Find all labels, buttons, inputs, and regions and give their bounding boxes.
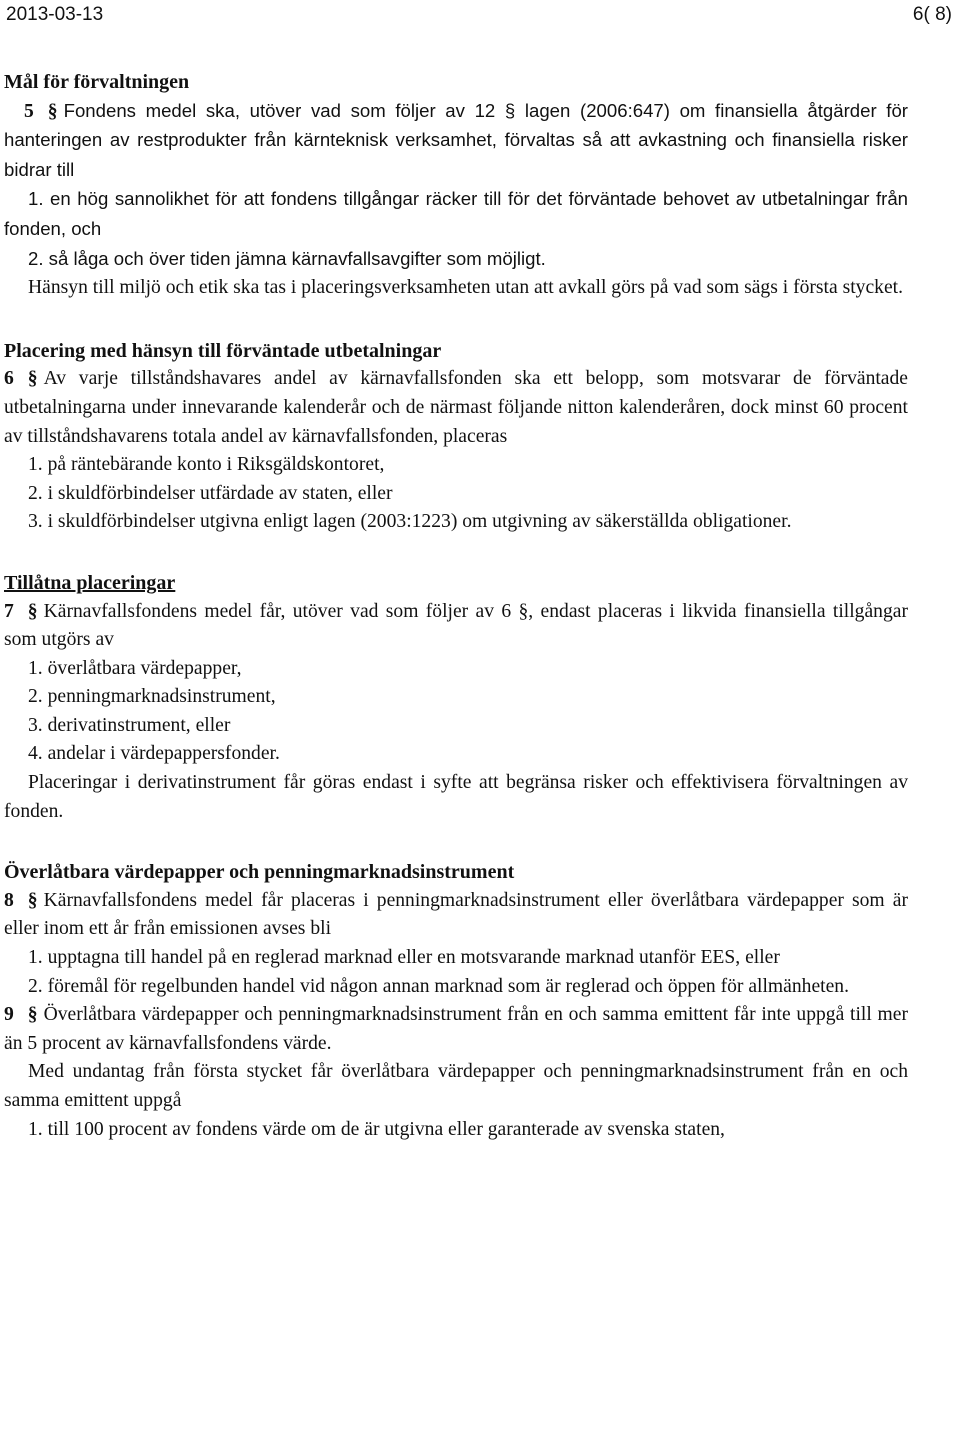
paragraph-extra: Placeringar i derivatinstrument får göras endast i syfte att begränsa risker och effektivisera förvaltningen av fonden. xyxy=(4,772,908,822)
paragraph-number: 6 xyxy=(4,368,14,390)
header-date: 2013-03-13 xyxy=(6,4,104,25)
paragraph-sign: § xyxy=(27,889,38,911)
section-allowed-investments xyxy=(4,569,908,826)
document-body xyxy=(4,68,908,1144)
list-item: 1. upptagna till handel på en reglerad marknad eller en motsvarande marknad utanför EES, eller xyxy=(28,947,780,969)
list-item: 3. derivatinstrument, eller xyxy=(28,714,231,736)
list-item: 3. i skuldförbindelser utgivna enligt lagen (2003:1223) om utgivning av säkerställda obligationer. xyxy=(28,511,792,533)
section-heading: Placering med hänsyn till förväntade utbetalningar xyxy=(4,339,442,362)
paragraph-extra: Hänsyn till miljö och etik ska tas i placeringsverksamheten utan att avkall görs på vad som sägs i första stycket. xyxy=(28,277,903,299)
paragraph-number: 7 xyxy=(4,600,14,622)
paragraph-8 xyxy=(4,887,908,944)
list-item: 2. föremål för regelbunden handel vid någon annan marknad som är reglerad och öppen för allmänheten. xyxy=(28,975,849,997)
paragraph-text: Fondens medel ska, utöver vad som följer av 12 § lagen (2006:647) om finansiella åtgärder för hanteringen av restprodukter från kärnteknisk verksamhet, förvaltas så att avkastning och finansiella risker bidrar till xyxy=(4,99,908,180)
paragraph-9 xyxy=(4,1001,908,1058)
paragraph-extra: Med undantag från första stycket får överlåtbara värdepapper och penningmarknadsinstrument från en och samma emittent uppgå xyxy=(4,1061,908,1111)
paragraph-sign: § xyxy=(27,600,38,622)
list-item: 1. till 100 procent av fondens värde om de är utgivna eller garanterade av svenska staten, xyxy=(28,1118,725,1140)
list-item: 4. andelar i värdepappersfonder. xyxy=(28,743,280,765)
paragraph-5 xyxy=(4,97,908,186)
paragraph-text: Överlåtbara värdepapper och penningmarknadsinstrument från en och samma emittent får inte uppgå till mer än 5 procent av kärnavfallsfondens värde. xyxy=(4,1004,908,1054)
section-heading: Mål för förvaltningen xyxy=(4,71,190,93)
paragraph-text: Kärnavfallsfondens medel får placeras i penningmarknadsinstrument eller överlåtbara värdepapper som är eller inom ett år från emissionen avses bli xyxy=(4,889,908,940)
list-item: 1. på räntebärande konto i Riksgäldskontoret, xyxy=(28,454,385,476)
header-page-number: 6( 8) xyxy=(912,4,952,25)
paragraph-number: 9 xyxy=(4,1004,14,1026)
list-item xyxy=(4,245,908,275)
list-item-text: 1. en hög sannolikhet för att fondens tillgångar räcker till för det förväntade behovet av utbetalningar från fonden, och xyxy=(4,188,908,239)
paragraph-text: Av varje tillståndshavares andel av kärnavfallsfonden ska ett belopp, som motsvarar de förväntade utbetalningarna under innevarande kalenderår och de närmast följande nitton kalenderåren, dock minst 60 procent av tillståndshavarens totala andel av kärnavfallsfonden, placeras xyxy=(4,368,908,447)
section-heading: Överlåtbara värdepapper och penningmarknadsinstrument xyxy=(4,861,515,884)
paragraph-sign: § xyxy=(27,368,38,390)
page-header xyxy=(0,0,960,30)
paragraph-7 xyxy=(4,598,908,655)
section-goals xyxy=(4,68,908,303)
list-item: 2. penningmarknadsinstrument, xyxy=(28,686,276,708)
list-item: 2. i skuldförbindelser utfärdade av staten, eller xyxy=(28,482,393,504)
paragraph-number: 8 xyxy=(4,889,14,911)
section-transferable-securities xyxy=(4,858,908,1144)
list-item-text: 2. så låga och över tiden jämna kärnavfallsavgifter som möjligt. xyxy=(28,247,546,269)
paragraph-sign: § xyxy=(47,100,58,122)
paragraph-number: 5 xyxy=(24,100,34,122)
paragraph-text: Kärnavfallsfondens medel får, utöver vad som följer av 6 §, endast placeras i likvida finansiella tillgångar som utgörs av xyxy=(4,600,908,651)
paragraph-sign: § xyxy=(27,1004,38,1026)
list-item: 1. överlåtbara värdepapper, xyxy=(28,657,242,679)
section-expected-payments xyxy=(4,337,908,537)
paragraph-6 xyxy=(4,365,908,451)
section-heading: Tillåtna placeringar xyxy=(4,571,176,594)
list-item xyxy=(4,185,908,244)
